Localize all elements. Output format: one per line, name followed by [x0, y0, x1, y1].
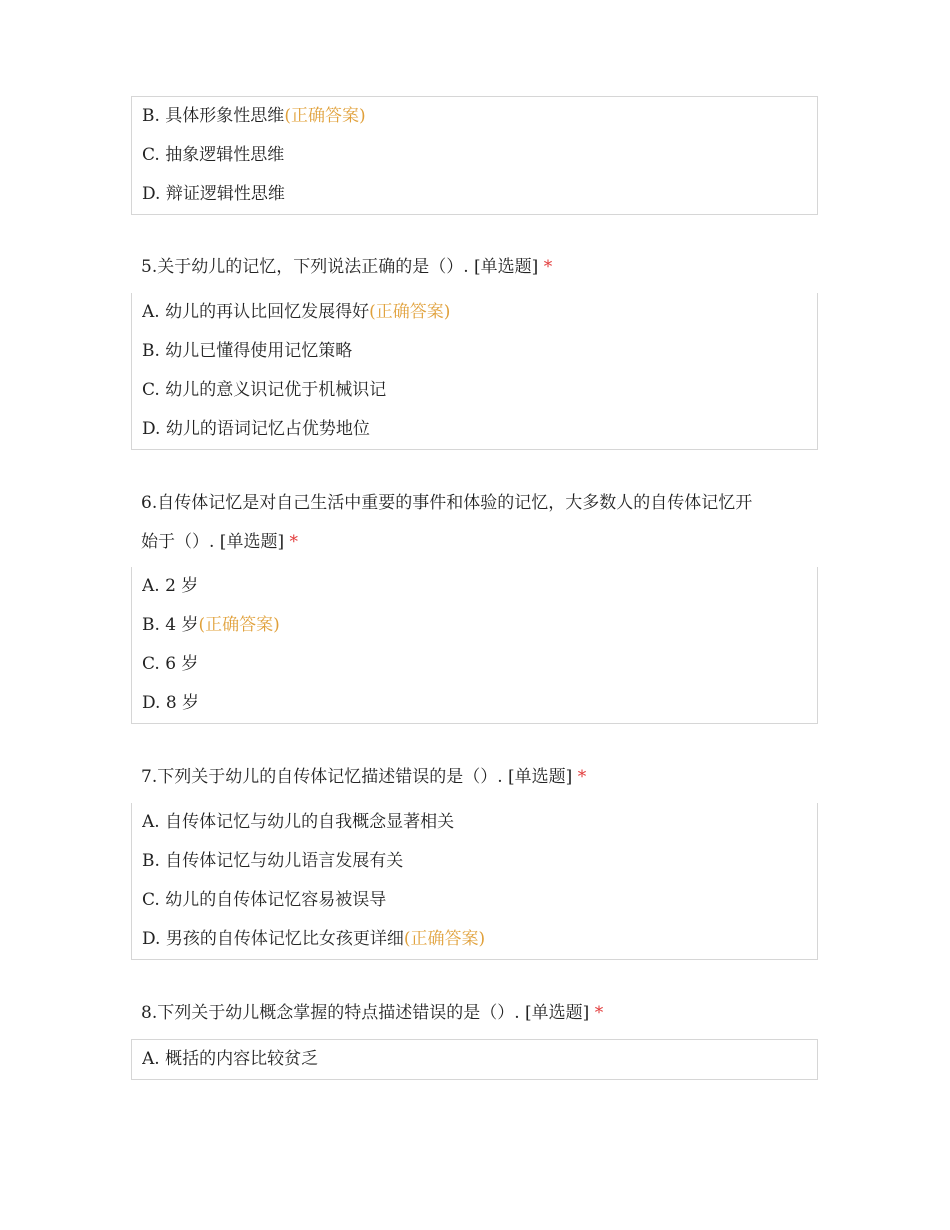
q7-option-c: C. 幼儿的自传体记忆容易被误导	[142, 890, 387, 910]
q6-title: 6.自传体记忆是对自己生活中重要的事件和体验的记忆，大多数人的自传体记忆开 始于（）. [单选题] *	[141, 493, 753, 552]
required-star: *	[543, 257, 553, 277]
q5-option-d: D. 幼儿的语词记忆占优势地位	[142, 419, 370, 439]
q7-option-b: B. 自传体记忆与幼儿语言发展有关	[142, 851, 404, 871]
q6-option-b: B. 4 岁(正确答案)	[142, 615, 280, 635]
q7-options	[131, 803, 818, 960]
required-star: *	[594, 1003, 604, 1023]
q5-title: 5.关于幼儿的记忆，下列说法正确的是（）. [单选题] *	[141, 257, 553, 277]
q8-option-a: A. 概括的内容比较贫乏	[142, 1049, 319, 1069]
q8-options	[131, 1039, 818, 1080]
correct-answer-tag: (正确答案)	[198, 615, 280, 635]
q4-options	[131, 96, 818, 215]
q7-option-a: A. 自传体记忆与幼儿的自我概念显著相关	[142, 812, 455, 832]
q6-options	[131, 567, 818, 724]
q4-option-b: B. 具体形象性思维(正确答案)	[142, 106, 366, 126]
q6-option-d: D. 8 岁	[142, 693, 200, 713]
q4-option-c: C. 抽象逻辑性思维	[142, 145, 285, 165]
q6-option-a: A. 2 岁	[142, 576, 199, 596]
required-star: *	[577, 767, 587, 787]
q5-options	[131, 293, 818, 450]
q6-option-c: C. 6 岁	[142, 654, 199, 674]
correct-answer-tag: (正确答案)	[369, 302, 451, 322]
q5-option-a: A. 幼儿的再认比回忆发展得好(正确答案)	[142, 302, 451, 322]
q7-title: 7.下列关于幼儿的自传体记忆描述错误的是（）. [单选题] *	[141, 767, 587, 787]
q8-title: 8.下列关于幼儿概念掌握的特点描述错误的是（）. [单选题] *	[141, 1003, 604, 1023]
q5-option-c: C. 幼儿的意义识记优于机械识记	[142, 380, 387, 400]
q5-option-b: B. 幼儿已懂得使用记忆策略	[142, 341, 353, 361]
required-star: *	[289, 532, 298, 552]
correct-answer-tag: (正确答案)	[284, 106, 366, 126]
correct-answer-tag: (正确答案)	[403, 929, 486, 949]
q4-option-d: D. 辩证逻辑性思维	[142, 184, 285, 204]
q7-option-d: D. 男孩的自传体记忆比女孩更详细(正确答案)	[142, 929, 486, 949]
